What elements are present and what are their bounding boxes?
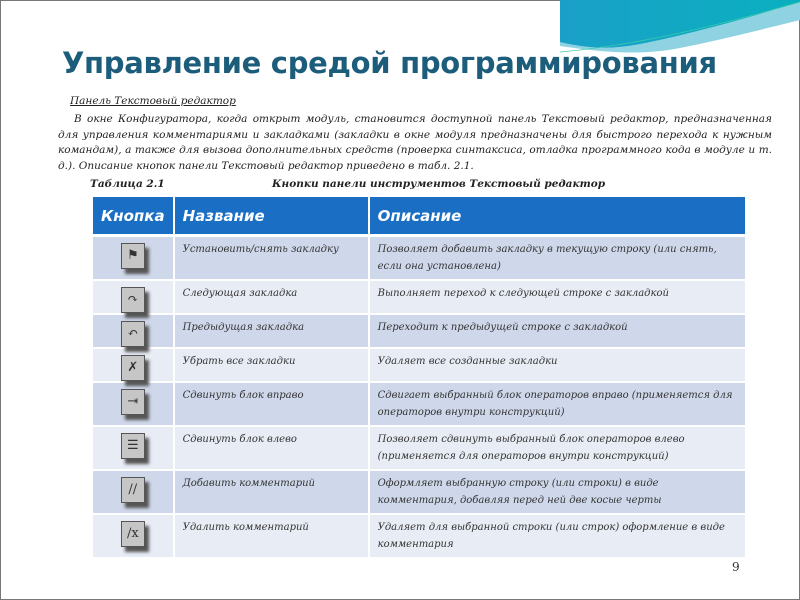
button-cell — [93, 236, 174, 281]
column-header-description: Описание — [369, 197, 746, 236]
table-row — [93, 348, 746, 382]
column-header-name: Название — [174, 197, 369, 236]
table-row — [93, 426, 746, 470]
next-bookmark-icon: ↷ — [121, 287, 145, 313]
table-row — [93, 382, 746, 426]
button-cell — [93, 470, 174, 514]
button-cell — [93, 348, 174, 382]
button-description: Позволяет добавить закладку в текущую строку (или снять, если она установлена) — [369, 236, 746, 281]
table-row — [93, 236, 746, 281]
button-description: Удаляет для выбранной строки (или строк) оформление в виде комментария — [369, 514, 746, 558]
button-description: Сдвигает выбранный блок операторов вправо (применяется для операторов внутри конструкций) — [369, 382, 746, 426]
button-name: Предыдущая закладка — [174, 314, 369, 348]
table-row — [93, 470, 746, 514]
table-number: Таблица 2.1 — [90, 178, 165, 190]
button-name: Сдвинуть блок влево — [174, 426, 369, 470]
button-cell — [93, 280, 174, 314]
button-name: Сдвинуть блок вправо — [174, 382, 369, 426]
button-name: Удалить комментарий — [174, 514, 369, 558]
buttons-table — [93, 197, 747, 559]
remove-comment-icon: /x — [121, 521, 145, 547]
button-description: Выполняет переход к следующей строке с закладкой — [369, 280, 746, 314]
column-header-button: Кнопка — [93, 197, 174, 236]
section-subtitle: Панель Текстовый редактор — [70, 95, 236, 107]
indent-right-icon: ⇥ — [121, 389, 145, 415]
table-row — [93, 280, 746, 314]
description-paragraph: В окне Конфигуратора, когда открыт модуль, становится доступной панель Текстовый редактор, предназначенная для управления комментариями и закладками (закладки в окне модуля предназначены для быстрого перехода к нужным командам), а также для вызова дополнительных средств (проверка синтаксиса, отладка программного кода в модуле и т. д.). Описание кнопок панели Текстовый редактор приведено в табл. 2.1. — [58, 113, 772, 172]
button-cell — [93, 314, 174, 348]
button-name: Добавить комментарий — [174, 470, 369, 514]
bookmark-toggle-icon: ⚑ — [121, 243, 145, 269]
button-cell — [93, 426, 174, 470]
button-description: Оформляет выбранную строку (или строки) в виде комментария, добавляя перед ней две косые черты — [369, 470, 746, 514]
clear-bookmarks-icon: ✗ — [121, 355, 145, 381]
indent-left-icon: ☰ — [121, 433, 145, 459]
button-cell — [93, 382, 174, 426]
button-cell — [93, 514, 174, 558]
button-name: Следующая закладка — [174, 280, 369, 314]
button-description: Удаляет все созданные закладки — [369, 348, 746, 382]
button-description: Позволяет сдвинуть выбранный блок операторов влево (применяется для операторов внутри конструкций) — [369, 426, 746, 470]
button-name: Установить/снять закладку — [174, 236, 369, 281]
page-title: Управление средой программирования — [62, 46, 717, 80]
button-description: Переходит к предыдущей строке с закладкой — [369, 314, 746, 348]
add-comment-icon: // — [121, 477, 145, 503]
page-number: 9 — [732, 560, 740, 574]
previous-bookmark-icon: ↶ — [121, 321, 145, 347]
table-caption: Кнопки панели инструментов Текстовый редактор — [272, 178, 606, 190]
table-row — [93, 514, 746, 558]
table-row — [93, 314, 746, 348]
button-name: Убрать все закладки — [174, 348, 369, 382]
